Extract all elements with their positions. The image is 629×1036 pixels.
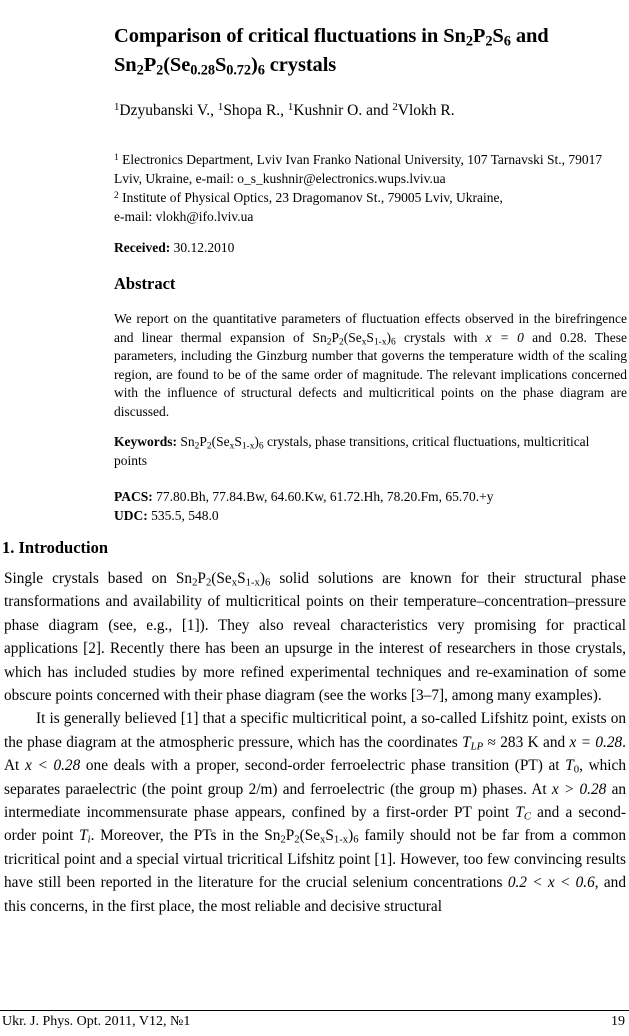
paper-title: Comparison of critical fluctuations in $Sn_2P_2S_6$ and $Sn_2P_2(Se_{0.28}S_{0.72})_6$ crystals [114, 25, 549, 79]
keywords: Keywords: $Sn_2P_2(Se_xS_{1-x})_6$ crystals, phase transitions, critical fluctuations, multicritical points [114, 434, 590, 468]
pacs-udc: PACS: 77.80.Bh, 77.84.Bw, 64.60.Kw, 61.72.Hh, 78.20.Fm, 65.70.+y UDC: 535.5, 548.0 [114, 489, 494, 523]
paragraph-2: It is generally believed [1] that a specific multicritical point, a so-called Lifshitz point, exists on the phase diagram at the atmospheric pressure, which has the coordinates $T_{LP} \approx 283$ K and x = 0.28. At x < 0.28 one deals with a proper, second-order ferroelectric phase transition (PT) at $T_0$, which separates paraelectric (the point group 2/m) and ferroelectric (the group m) phases. At x > 0.28 an intermediate incommensurate phase appears, confined by a first-order PT point $T_C$ and a second-order point $T_i$. Moreover, the PTs in the $Sn_2P_2(Se_xS_{1-x})_6$ family should not be far from a common tricritical point and a special virtual tricritical Lifshitz point [1]. However, too few convincing results have still been reported in the literature for the crucial selenium concentrations 0.2 < x < 0.6, and this concerns, in the first place, the most reliable and decisive structural [4, 710, 627, 915]
abstract-heading: Abstract [114, 274, 176, 293]
received-date: Received: 30.12.2010 [114, 240, 235, 255]
journal-citation: Ukr. J. Phys. Opt. 2011, V12, №1 [2, 1014, 191, 1029]
author-list: $^1$Dzyubanski V., $^1$Shopa R., $^1$Kushnir O. and $^2$Vlokh R. [114, 101, 455, 119]
footer-divider [0, 1010, 629, 1011]
page-number: 19 [611, 1014, 625, 1029]
affiliations: $^1$ Electronics Department, Lviv Ivan Franko National University, 107 Tarnavski St., 79017 Lviv, Ukraine, e-mail: o_s_kushnir@electronics.wups.lviv.ua $^2$ Institute of Physical Optics, 23 Dragomanov St., 79005 Lviv, Ukraine, e-mail: vlokh@ifo.lviv.ua [114, 152, 603, 224]
introduction-body [4, 567, 626, 918]
section-heading-introduction: 1. Introduction [2, 538, 109, 557]
paragraph-1: Single crystals based on $Sn_2P_2(Se_xS_{1-x})_6$ solid solutions are known for their structural phase transformations and availability of multicritical points on their temperature–concentration–pressure phase diagram (see, e.g., [1]). They also reveal characteristics very promising for practical applications [2]. Recently there has been an upsurge in the interest of researchers in those crystals, which has included studies by more refined experimental techniques and re-examination of some obscure points concerned with their phase diagram (see the works [3–7], among many examples). [4, 570, 627, 705]
abstract-text: We report on the quantitative parameters of fluctuation effects observed in the birefringence and linear thermal expansion of $Sn_2P_2(Se_xS_{1-x})_6$ crystals with x = 0 and 0.28. These parameters, including the Ginzburg number that governs the temperature width of the scaling region, are found to be of the same order of magnitude. The relevant implications concerned with the influence of structural defects and multicritical points on the phase diagram are discussed. [114, 311, 628, 419]
